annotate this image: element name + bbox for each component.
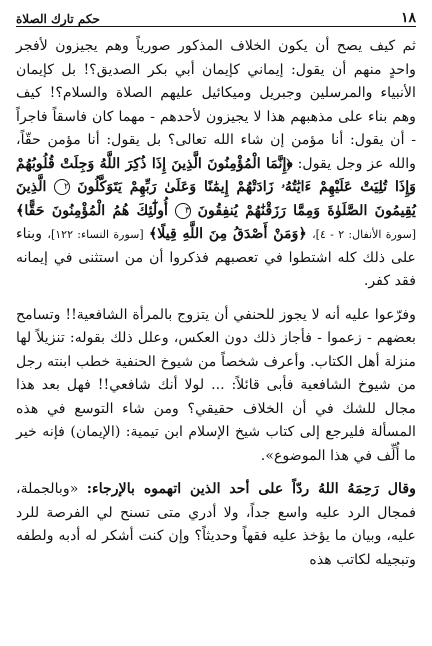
paragraph-2-text: وفرّعوا عليه أنه لا يجوز للحنفي أن يتزوج بالمرأة الشافعية!! وتسامح بعضهم - زعموا - فأجاز ذلك دون العكس، وعلل ذلك بقوله: تنزيلاً لها منزلة أهل الكتاب. وأعرف شخصاً من شيوخ الحنفية خطب ابنته رجل من شيوخ الشافعية فأبى قائلاً: ... لولا أنك شافعي!! فهل بعد هذا مجال للشك في أن الخلاف حقيقي؟ ومن شاء التوسع في هذه المسألة فليرجع إلى كتاب شيخ الإسلام ابن تيمية: (الإيمان) فإنه خير ما أُلِّف في هذا الموضوع». <box>16 306 416 464</box>
paragraph-3 <box>16 478 416 572</box>
page-header <box>16 0 416 27</box>
book-title: حكم تارك الصلاة <box>16 12 100 26</box>
quran-reference-1: [سورة الأنفال: ٢ - ٤]، <box>312 228 417 241</box>
paragraph-3-lead: وقال رَحِمَهُ اللهُ ردّاً على أحد الذين اتهموه بالإرجاء: <box>86 481 416 497</box>
paragraph-2 <box>16 304 416 469</box>
quran-verse-1: ﴿إِنَّمَا الْمُؤْمِنُونَ الَّذِينَ إِذَا ذُكِرَ اللَّهُ وَجِلَتْ قُلُوبُهُمْ وَإِذَا تُلِيَتْ عَلَيْهِمْ ءَايَٰتُهُۥ زَادَتْهُمْ إِيمَٰنًا وَعَلَىٰ رَبِّهِمْ يَتَوَكَّلُونَ <box>16 155 417 195</box>
quran-verse-2: الَّذِينَ يُقِيمُونَ الصَّلَوٰةَ وَمِمَّا رَزَقْنَٰهُمْ يُنفِقُونَ <box>16 179 417 219</box>
quran-reference-2: [سورة النساء: ١٢٢]، <box>47 228 144 241</box>
page-body <box>16 35 416 572</box>
paragraph-gap <box>16 294 416 304</box>
ayah-number-2: ٢ <box>54 179 70 195</box>
page-number: ١٨ <box>400 10 416 26</box>
paragraph-1-text-a: ثم كيف يصح أن يكون الخلاف المذكور صورياً وهم يجيزون لأفجر واحدٍ منهم أن يقول: إيماني كإيمان أبي بكر الصديق؟! بل كإيمان الأنبياء والمرسلين وجبريل وميكائيل عليهم الصلاة والسلام؟! كيف وهم بناء على مذهبهم هذا لا يجيزون لأحدهم - مهما كان فاسقاً فاجراً - أن يقول: أنا مؤمن إن شاء الله تعالى؟ بل يقول: أنا مؤمن حقّاً، والله عز وجل يقول: <box>16 38 416 172</box>
quran-verse-4: ﴿وَمَنْ أَصْدَقُ مِنَ اللَّهِ قِيلًا﴾ <box>148 226 307 242</box>
paragraph-gap <box>16 468 416 478</box>
paragraph-3-text: «وبالجملة، فمجال الرد عليه واسع جداً، ولا أدري متى تسنح لي الفرصة للرد عليه، وبيان ما يؤخذ عليه فقهاً وحديثاً؟ وإن كنت أشكر له أدبه ولطفه وتبجيله لكاتب هذه <box>16 481 416 568</box>
paragraph-1-text-b: وبناء على ذلك كله اشتطوا في تعصبهم فذكروا أن من استثنى في إيمانه فقد كفر. <box>16 226 416 289</box>
paragraph-1 <box>16 35 416 294</box>
ayah-number-3: ٣ <box>175 203 191 219</box>
quran-verse-3: أُولَٰٓئِكَ هُمُ الْمُؤْمِنُونَ حَقًّا﴾ <box>16 202 168 219</box>
